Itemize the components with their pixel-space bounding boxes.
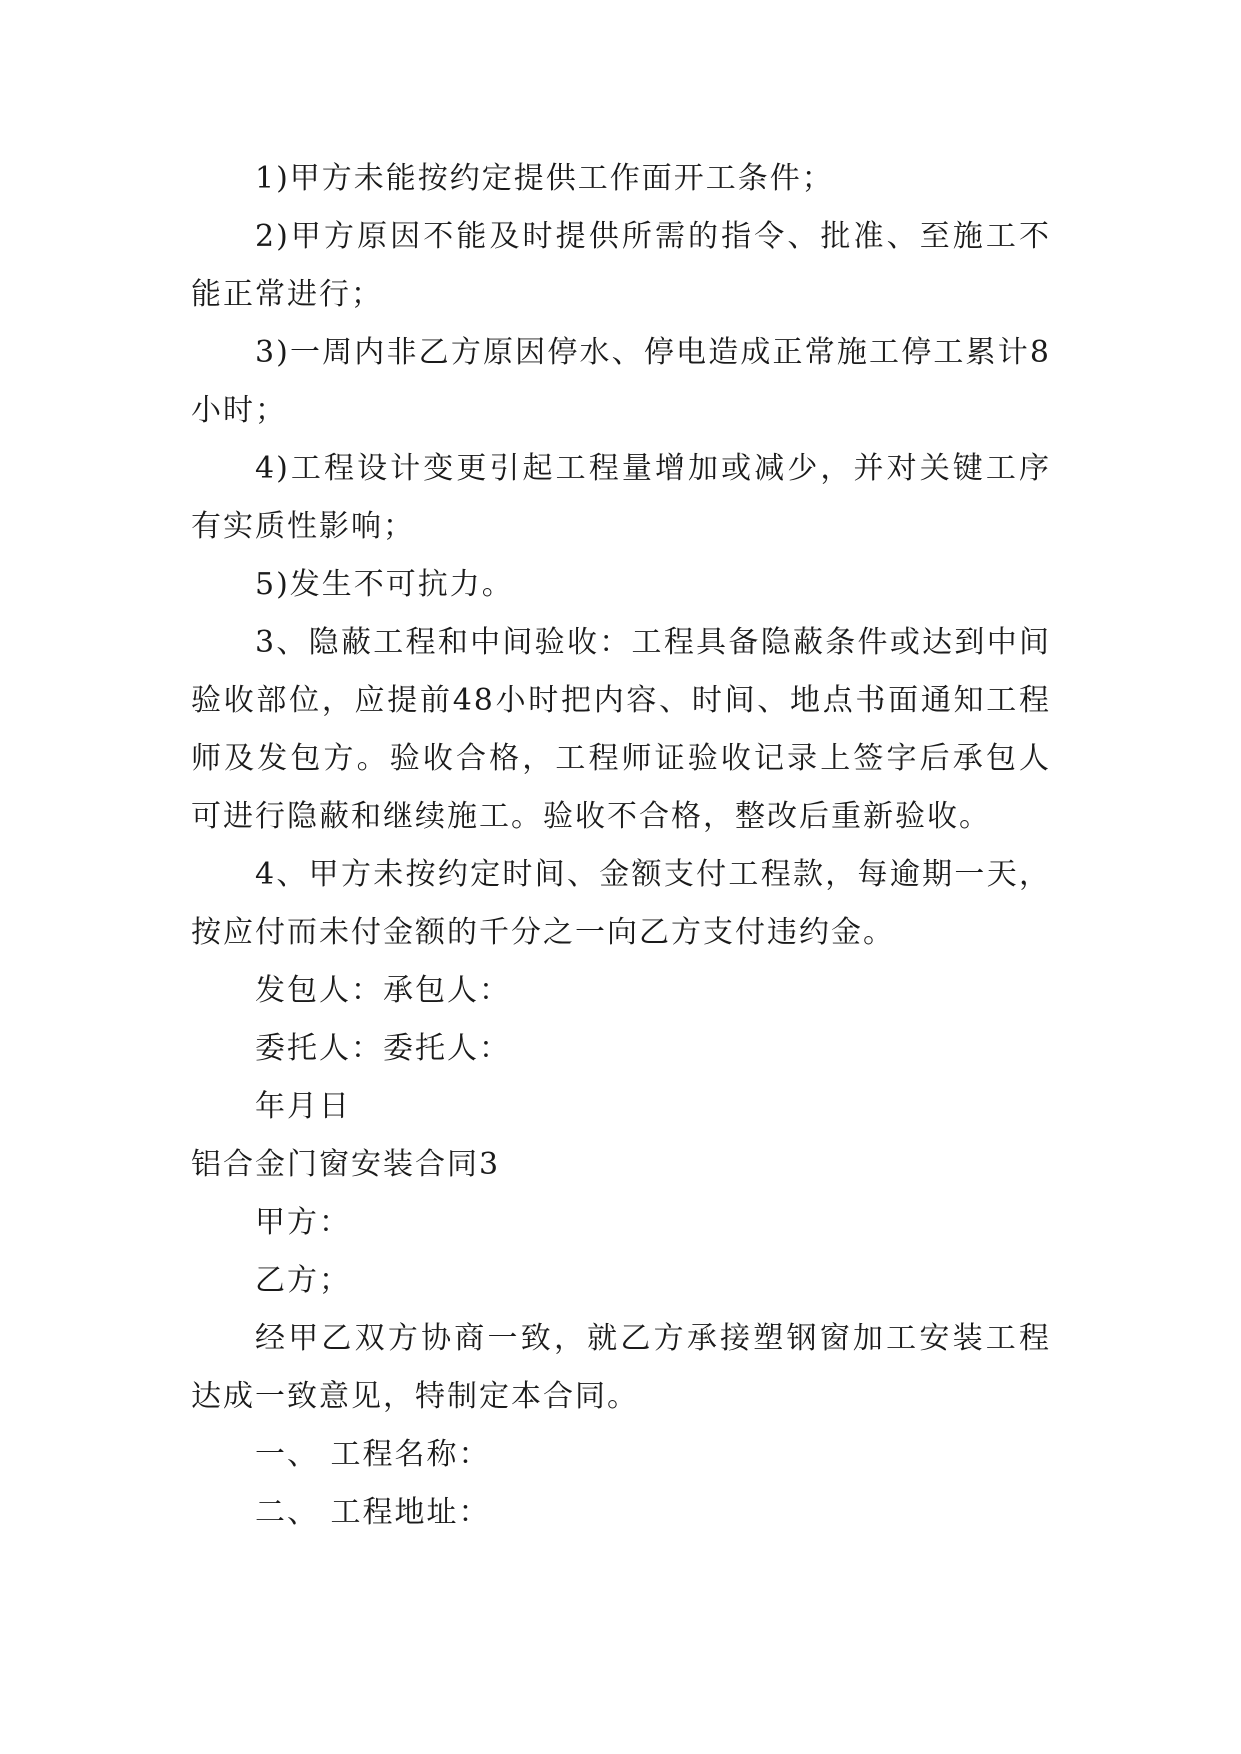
clause-project-address: 二、 工程地址： — [255, 1495, 491, 1530]
paragraph-item-5: 5)发生不可抗力。 — [255, 567, 514, 602]
party-b-line: 乙方； — [255, 1263, 351, 1298]
signature-line-date: 年月日 — [255, 1089, 351, 1124]
paragraph-late-payment: 4、甲方未按约定时间、金额支付工程款，每逾期一天，按应付而未付金额的千分之一向乙方支付违约金。 — [191, 857, 1051, 950]
signature-line-parties: 发包人：承包人： — [255, 973, 511, 1008]
paragraph-item-4: 4)工程设计变更引起工程量增加或减少，并对关键工序有实质性影响； — [191, 451, 1051, 544]
paragraph-item-1: 1)甲方未能按约定提供工作面开工条件； — [255, 161, 834, 196]
clause-project-name: 一、 工程名称： — [255, 1437, 491, 1472]
signature-line-agents: 委托人：委托人： — [255, 1031, 511, 1066]
agreement-intro: 经甲乙双方协商一致，就乙方承接塑钢窗加工安装工程达成一致意见，特制定本合同。 — [191, 1321, 1051, 1414]
document-body — [191, 150, 1051, 1542]
paragraph-item-3: 3)一周内非乙方原因停水、停电造成正常施工停工累计8小时； — [191, 335, 1051, 428]
paragraph-concealed-works: 3、隐蔽工程和中间验收：工程具备隐蔽条件或达到中间验收部位，应提前48小时把内容、时间、地点书面通知工程师及发包方。验收合格，工程师证验收记录上签字后承包人可进行隐蔽和继续施工。验收不合格，整改后重新验收。 — [191, 625, 1051, 834]
contract-title: 铝合金门窗安装合同3 — [191, 1147, 501, 1182]
paragraph-item-2: 2)甲方原因不能及时提供所需的指令、批准、至施工不能正常进行； — [191, 219, 1051, 312]
party-a-line: 甲方： — [255, 1205, 351, 1240]
